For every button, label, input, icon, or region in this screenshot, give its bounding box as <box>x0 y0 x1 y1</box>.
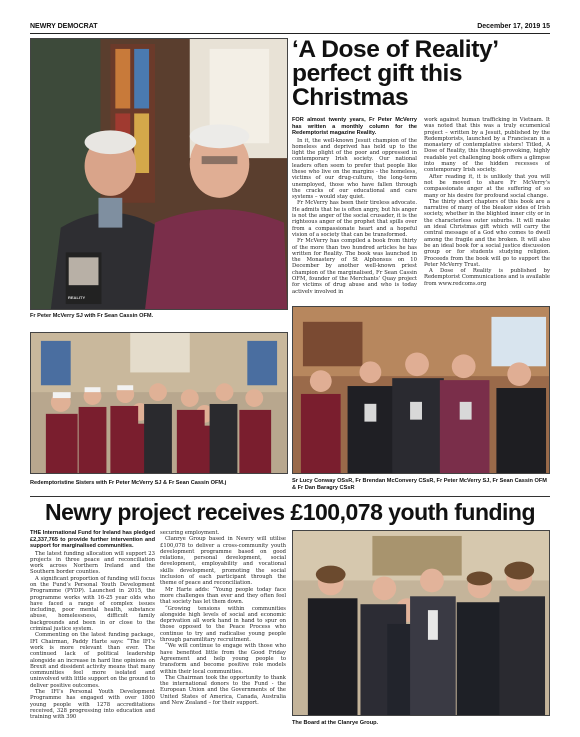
masthead <box>30 22 550 34</box>
story2-paragraph: The IFI’s Personal Youth Development Programme has engaged with over 1800 young people with 1278 accreditations received, 328 progressing into education and training with 390 <box>30 689 155 721</box>
photo-mcverry-cassin <box>30 38 288 310</box>
story2-paragraph: The latest funding allocation will support 23 projects in three peace and reconciliation work across Northern Ireland and the Southern border counties. <box>30 550 155 576</box>
headline-line-1: ‘A Dose of Reality’ <box>292 36 499 63</box>
story2-headline: Newry project receives £100,078 youth funding <box>44 499 536 525</box>
photo-priests-group <box>292 306 550 474</box>
story1-paragraph: work against human trafficking in Vietnam. It was noted that this was a truly ecumenical project – written by a Jesuit, published by the Redemptorists, launched by a Franciscan in a monastery of contemplative sisters! Titled, A Dose of Reality, this thought-provoking, highly readable yet challenging book offers a glimpse into many of the hidden recesses of contemporary Irish society. <box>424 117 550 174</box>
story2-lead: THE International Fund for Ireland has pledged £2,337,765 to provide further intervention and support for marginalised communities. <box>30 530 155 549</box>
book-label: REALITY <box>68 295 86 300</box>
photo-redemptoristine-sisters <box>30 332 288 474</box>
story2-paragraph: The Chairman took the opportunity to thank the international donors to the Fund - the European Union and the Governments of the United States of America, Canada, Australia and New Zealand – for their support. <box>160 674 286 707</box>
story1-paragraph: In it, the well-known Jesuit champion of the homeless and deprived has held up to the light the plight of the poor and oppressed in contemporary Irish society. Our national leaders often seem to prefer that people like these who live on the margins - the homeless, victims of our drug-culture, the long-term unemployed, those who have fallen through the cracks of our educational and care systems – would stay quiet. <box>292 137 417 201</box>
story2-column-2 <box>160 530 286 730</box>
story2-paragraph: A significant proportion of funding will focus on the Fund’s Personal Youth Development Programme (PYDP). Launched in 2015, the programme works with 16-25 year olds who have faced a range of complex issues including, poor mental health, substance abuse, homelessness, difficult family backgrounds and been in or close to the criminal justice system. <box>30 575 155 633</box>
caption-sisters-photo: Redemptoristine Sisters with Fr Peter McVerry SJ & Fr Sean Cassin OFM.j <box>30 480 227 486</box>
issue-date-page: December 17, 2019 15 <box>477 23 550 30</box>
photo-clanrye-board <box>292 530 550 716</box>
story1-column-1 <box>292 117 417 293</box>
paper-name: NEWRY DEMOCRAT <box>30 23 98 30</box>
story1-paragraph: A Dose of Reality is published by Redemptorist Communications and is available from www.redcoms.org <box>424 268 550 287</box>
story1-paragraph: Fr McVerry has been their tireless advocate. He admits that he is often angry, but his anger is not the anger of the social crusader, it is the righteous anger of the prophet that spills over from a compassionate heart and a hopeful vision of a society that can be transformed. <box>292 200 417 238</box>
caption-priests-photo: Sr Lucy Conway OSsR, Fr Brendan McConvery CSsR, Fr Peter McVerry SJ, Fr Sean Cassin OFM & Fr Dan Baragry CSsR <box>292 478 547 491</box>
story2-paragraph: securing employment. <box>160 530 220 536</box>
story1-lead: FOR almost twenty years, Fr Peter McVerry has written a monthly column for the Redemptorist magazine Reality. <box>292 117 417 136</box>
headline-line-3: Christmas <box>292 84 409 111</box>
story1-column-2 <box>424 117 550 293</box>
story1-paragraph: The thirty short chapters of this book are a narrative of many of the bleaker sides of Irish society, whether in the blighted inner city or in the characterless outer suburbs. It will make an ideal Christmas gift which will carry the central message of a God who comes to dwell among the fragile and the broken. It will also be an ideal book for a social justice discussion group or for students studying religion. Proceeds from the book will go to support the Peter McVerry Trust. <box>424 198 550 268</box>
story1-paragraph: After reading it, it is unlikely that you will not be moved to share Fr McVerry’s compassionate anger at the suffering of so many or his desire for profound social change. <box>424 173 550 199</box>
story-divider <box>30 496 550 497</box>
story2-paragraph: “We will continue to engage with those who have benefited little from the Good Friday Agreement and help young people to transform and become positive role models within their local communities. <box>160 643 286 675</box>
story2-paragraph: “Growing tensions within communities alongside high levels of social and economic deprivation all work hand in hand to spur on those opposed to the Peace Process who continue to try and radicalise young people through paramilitary recruitment. <box>160 605 286 644</box>
story2-paragraph: Clanrye Group based in Newry will utilise £100,078 to deliver a cross-community youth development programme based on good relations, personal development, social development, employability and vocational skills development, promoting the social inclusion of each participant through the theme of peace and reconciliation. <box>160 536 286 587</box>
story1-headline <box>292 38 554 110</box>
story2-paragraph: Mr Harte adds: “Young people today face more challenges than ever and they often feel that society has let them down. <box>160 586 286 606</box>
story2-paragraph: Commenting on the latest funding package, IFI Chairman, Paddy Harte says: “The IFI’s work is more relevant than ever. The continued lack of political leadership alongside an increase in hard line opinions on Brexit and dissident activity means that many communities feel more isolated and uninvolved with little support on the ground to deliver positive outcomes. <box>30 632 155 689</box>
caption-main-photo: Fr Peter McVerry SJ with Fr Sean Cassin OFM. <box>30 313 154 319</box>
headline-line-2: perfect gift this <box>292 60 463 87</box>
story2-column-1 <box>30 530 155 730</box>
caption-board-photo: The Board at the Clanrye Group. <box>292 720 379 726</box>
story1-paragraph: Fr McVerry has compiled a book from thirty of the more than two hundred articles he has written for Reality. The book was launched in the Monastery of St Alphonsus on 10 December by another well-known priest champion of the marginalised, Fr Sean Cassin OFM, founder of the Merchants’ Quay project for victims of drug abuse and who is today actively involved in <box>292 238 417 293</box>
